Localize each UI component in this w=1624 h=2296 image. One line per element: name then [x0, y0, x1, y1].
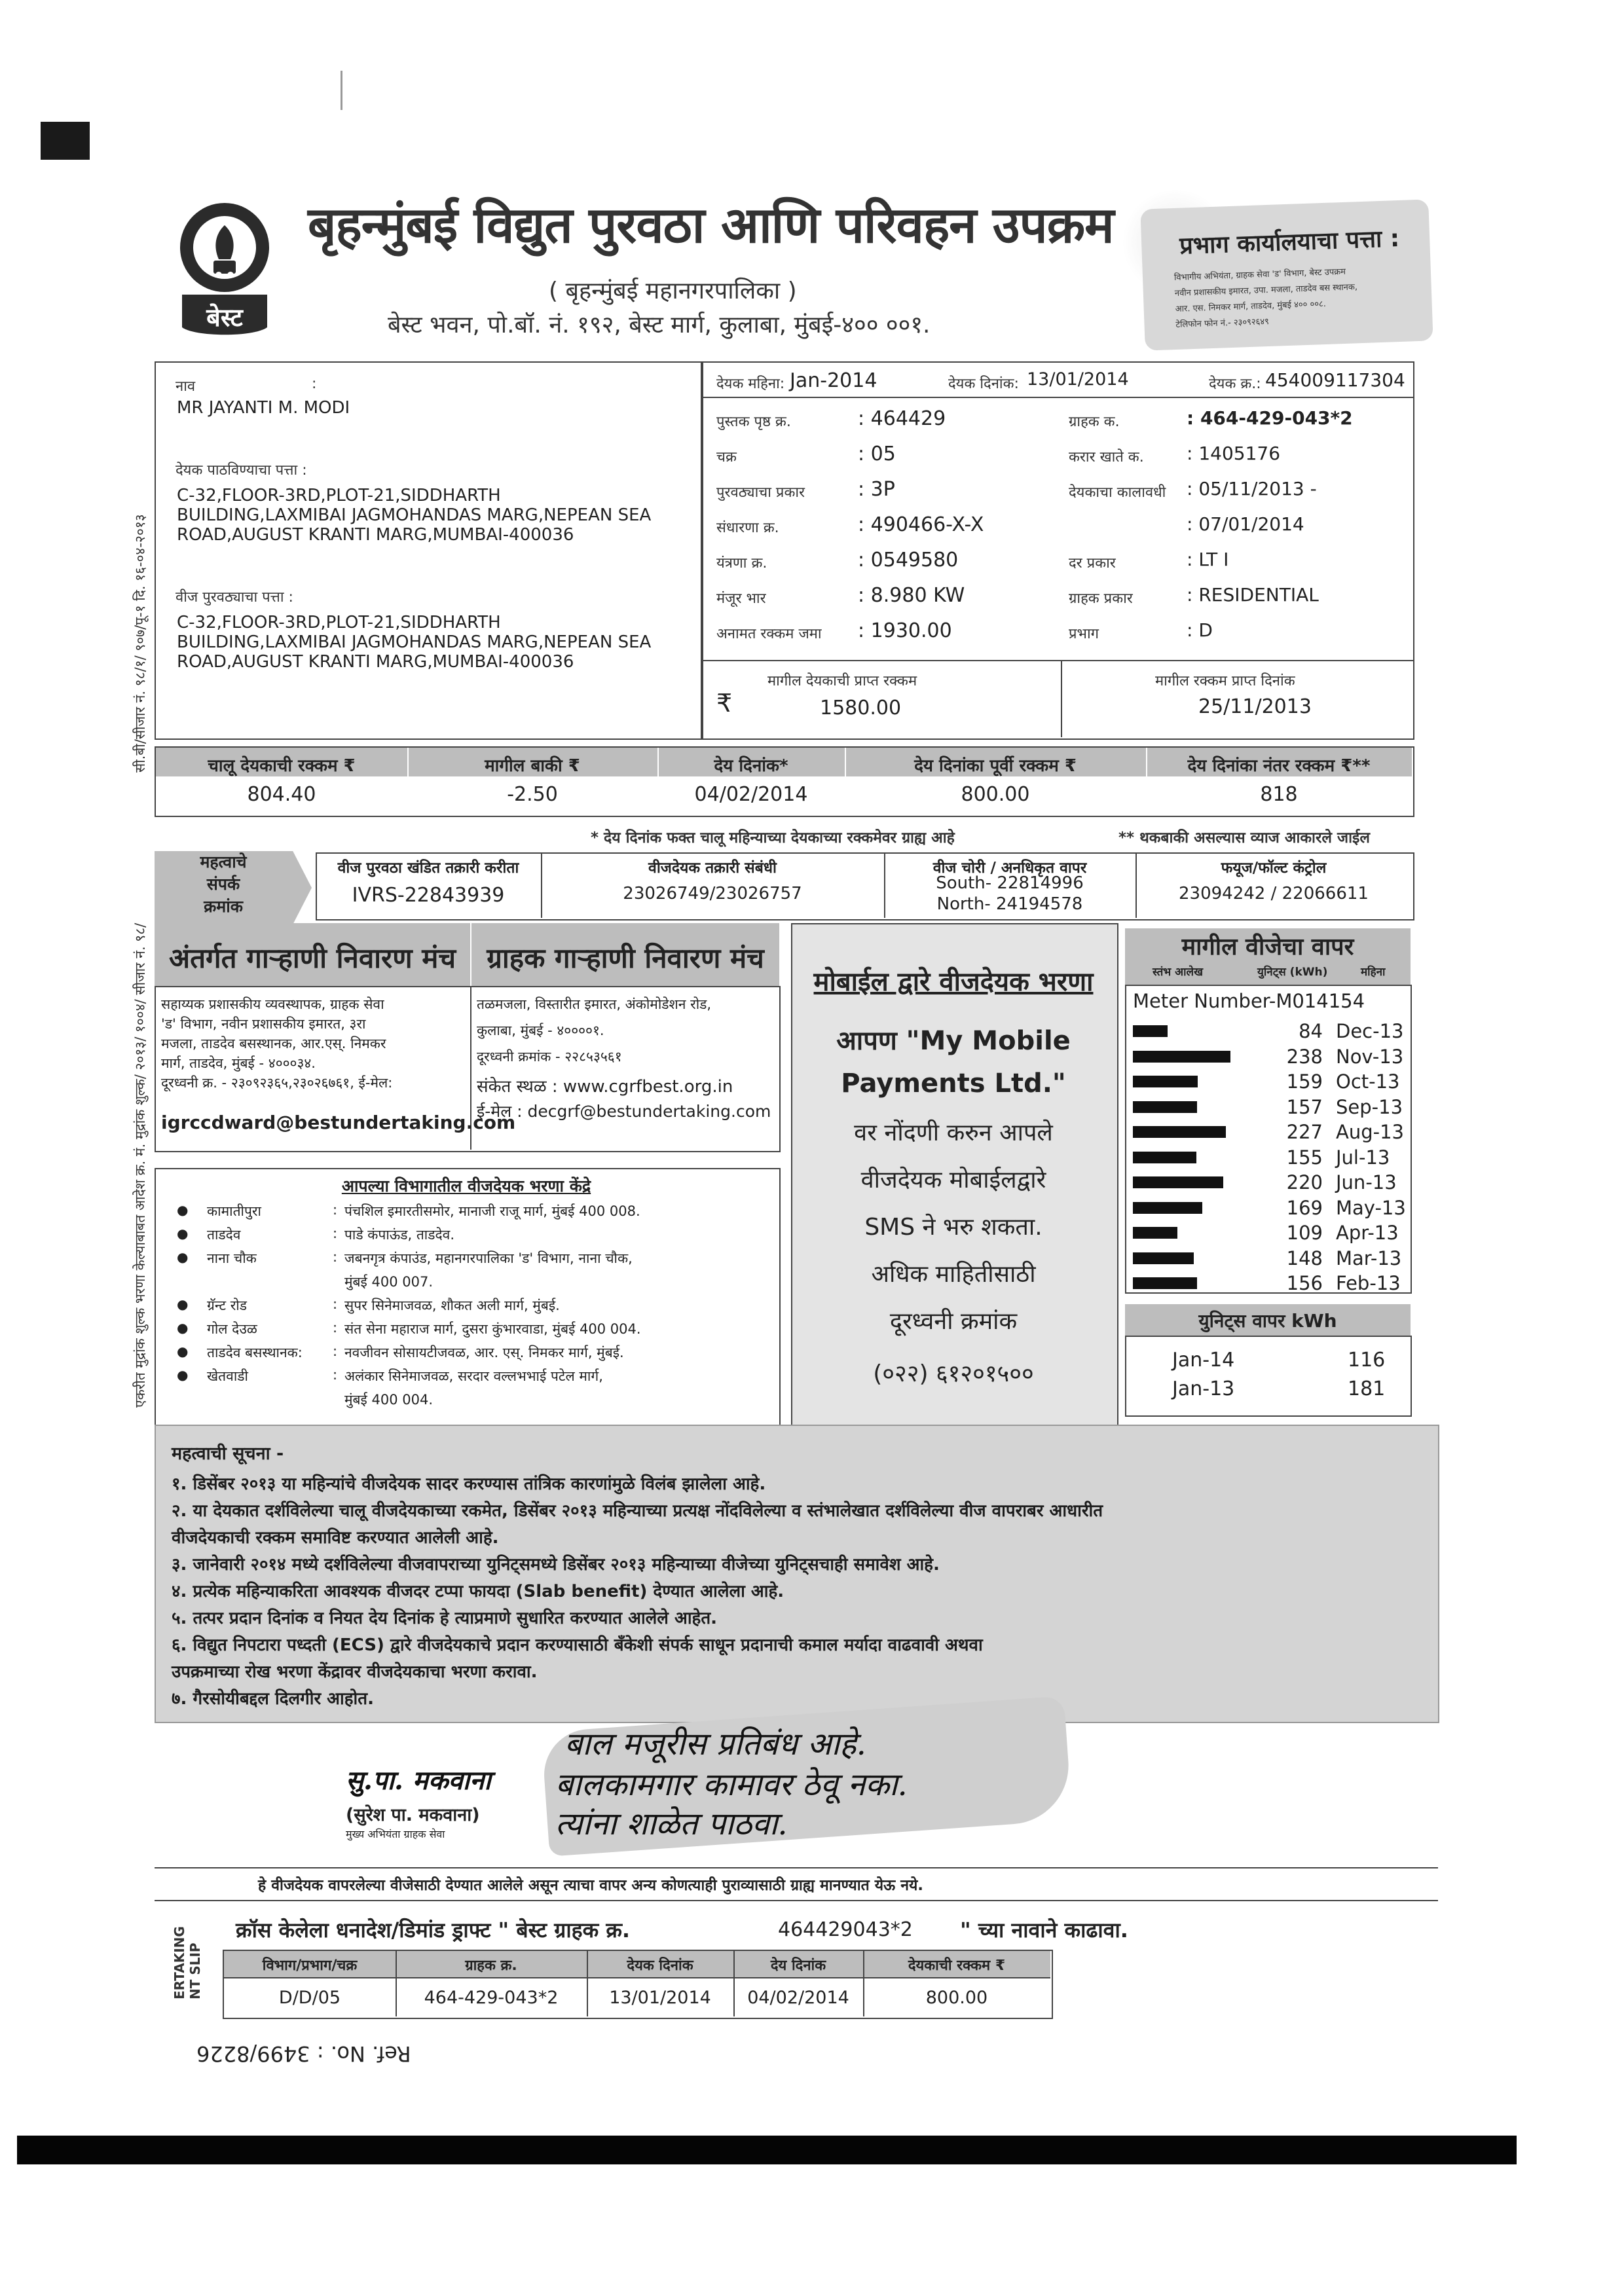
logo-text: बेस्ट — [206, 303, 243, 332]
child-labour-line: बाल मजूरीस प्रतिबंध आहे. — [564, 1726, 866, 1762]
last-paid-date-label: मागील रक्कम प्राप्त दिनांक — [1155, 673, 1295, 689]
divider — [863, 1951, 864, 2016]
detail-value: : 05/11/2013 - — [1187, 478, 1317, 500]
org-subtitle: ( बृहन्मुंबई महानगरपालिका ) — [549, 278, 797, 304]
units-compare-box — [1125, 1336, 1412, 1417]
bullet-icon: ● — [177, 1367, 189, 1383]
detail-label: करार खाते क. — [1069, 449, 1144, 465]
contact-title: वीज पुरवठा खंडित तक्रारी करीता — [337, 860, 519, 877]
detail-value: : 464-429-043*2 — [1187, 407, 1353, 429]
supply-address-line: BUILDING,LAXMIBAI JAGMOHANDAS MARG,NEPEAN SEA — [177, 632, 652, 652]
centre-colon: : — [333, 1367, 338, 1383]
detail-value: : 490466-X-X — [858, 513, 984, 536]
detail-label: अनामत रक्कम जमा — [716, 626, 822, 642]
divider — [587, 1951, 588, 2016]
internal-forum-line: 'ड' विभाग, नवीन प्रशासकीय इमारत, ३रा — [161, 1016, 366, 1032]
consumer-forum-title: ग्राहक गाऱ्हाणी निवारण मंच — [487, 942, 764, 974]
detail-value: : 05 — [858, 443, 896, 465]
amount-footnote-2: ** थकबाकी असल्यास व्याज आकारले जाईल — [1118, 829, 1370, 847]
detail-value: : RESIDENTIAL — [1187, 584, 1319, 606]
divider — [733, 1951, 735, 2016]
usage-units: 220 — [1286, 1171, 1323, 1194]
colon: : — [312, 376, 317, 392]
bill-no: 454009117304 — [1265, 369, 1405, 391]
supply-address-label: वीज पुरवठ्याचा पत्ता : — [175, 589, 293, 606]
notice-line: ४. प्रत्येक महिन्याकरिता आवश्यक वीजदर टप्पा फायदा (Slab benefit) देण्यात आलेला आहे. — [172, 1582, 784, 1601]
bill-month-label: देयक महिना: — [716, 376, 785, 392]
centre-place: ताडदेव — [207, 1227, 241, 1243]
usage-month: Oct-13 — [1336, 1070, 1400, 1093]
bullet-icon: ● — [177, 1296, 189, 1312]
slip-side-label-line: ERTAKING — [172, 1926, 187, 1999]
scan-tick — [341, 71, 342, 110]
slip-side-label — [172, 1926, 203, 1999]
mobile-payment-line: SMS ने भरु शकता. — [864, 1214, 1043, 1241]
mobile-payment-line: आपण "My Mobile — [836, 1026, 1071, 1056]
meter-number: Meter Number-M014154 — [1133, 990, 1365, 1012]
notice-line: ६. विद्युत निपटारा पध्दती (ECS) द्वारे वीजदेयकाचे प्रदान करण्यासाठी बँकेशी संपर्क साधून प्रदानाची कमाल मर्यादा वाढवावी अथवा — [172, 1635, 983, 1655]
slip-value: 13/01/2014 — [609, 1988, 711, 2008]
detail-label: पुस्तक पृष्ठ क्र. — [716, 414, 791, 430]
divider — [155, 1900, 1438, 1901]
consumer-forum-line: दूरध्वनी क्रमांक - २२८५३५६१ — [477, 1049, 622, 1065]
usage-bar — [1133, 1176, 1223, 1188]
internal-forum-line: दूरध्वनी क्र. - २३०९२३६५,२३०२६७६१, ई-मेल: — [161, 1075, 393, 1091]
centre-address: सुपर सिनेमाजवळ, शौकत अली मार्ग, मुंबई. — [344, 1298, 560, 1313]
notices-title: महत्वाची सूचना - — [172, 1444, 284, 1464]
detail-value: : 0549580 — [858, 549, 959, 572]
usage-units: 169 — [1286, 1196, 1323, 1219]
last-paid-label: मागील देयकाची प्राप्त रक्कम — [767, 673, 917, 689]
mobile-payment-line: (०२२) ६१२०१५०० — [873, 1360, 1034, 1387]
divider — [407, 748, 409, 814]
slip-value: D/D/05 — [278, 1988, 341, 2008]
usage-units: 156 — [1286, 1272, 1323, 1294]
notice-line: ७. गैरसोयीबद्दल दिलगीर आहोत. — [172, 1689, 374, 1709]
billing-address-line: ROAD,AUGUST KRANTI MARG,MUMBAI-400036 — [177, 525, 574, 545]
usage-title: मागील वीजेचा वापर — [1181, 933, 1354, 960]
amount-value: 04/02/2014 — [694, 783, 808, 806]
signatory-name: (सुरेश पा. मकवाना) — [346, 1805, 480, 1825]
usage-month: May-13 — [1336, 1196, 1406, 1219]
slip-instruction-number: 464429043*2 — [778, 1918, 913, 1941]
compare-units: 116 — [1348, 1349, 1386, 1372]
payment-centres-title: आपल्या विभागातील वीजदेयक भरणा केंद्रे — [341, 1176, 591, 1195]
usage-col-label: युनिट्स (kWh) — [1257, 966, 1328, 979]
amount-header: देय दिनांका नंतर रक्कम ₹** — [1187, 756, 1371, 776]
usage-units: 109 — [1286, 1222, 1323, 1244]
detail-value: : 1405176 — [1187, 443, 1281, 464]
divider — [845, 748, 846, 814]
mobile-payment-line: दूरध्वनी क्रमांक — [889, 1308, 1018, 1335]
mobile-payment-title: मोबाईल द्वारे वीजदेयक भरणा — [813, 966, 1094, 997]
slip-header: विभाग/प्रभाग/चक्र — [262, 1958, 358, 1974]
consumer-forum-website[interactable]: संकेत स्थळ : www.cgrfbest.org.in — [477, 1077, 733, 1097]
ward-office-line: विभागीय अभियंता, ग्राहक सेवा 'ड' विभाग, बेस्ट उपक्रम — [1173, 266, 1346, 283]
usage-month: Jul-13 — [1336, 1146, 1390, 1169]
ward-office-title: प्रभाग कार्यालयाचा पत्ता : — [1179, 225, 1400, 260]
supply-address-line: C-32,FLOOR-3RD,PLOT-21,SIDDHARTH — [177, 613, 501, 632]
notices — [172, 1440, 1103, 1713]
ward-office-line: आर. एस. निमकर मार्ग, ताडदेव, मुंबई ४०० ००८. — [1175, 299, 1327, 314]
amount-value: 818 — [1260, 783, 1298, 806]
internal-forum-line: सहाय्यक प्रशासकीय व्यवस्थापक, ग्राहक सेवा — [161, 996, 384, 1012]
centre-address: मुंबई 400 004. — [344, 1392, 434, 1408]
usage-month: Mar-13 — [1336, 1247, 1402, 1269]
usage-bar — [1133, 1202, 1202, 1214]
bill-date-label: देयक दिनांक: — [948, 376, 1019, 392]
last-paid-amount: 1580.00 — [820, 697, 902, 720]
signature: सु.पा. मकवाना — [346, 1765, 491, 1796]
billing-address-line: BUILDING,LAXMIBAI JAGMOHANDAS MARG,NEPEAN SEA — [177, 505, 652, 525]
detail-label: ग्राहक क. — [1069, 414, 1120, 430]
usage-units: 148 — [1286, 1247, 1323, 1269]
amount-header: चालू देयकाची रक्कम ₹ — [208, 756, 356, 776]
rupee-icon: ₹ — [716, 689, 733, 718]
bullet-icon: ● — [177, 1343, 189, 1359]
detail-label: चक्र — [716, 449, 737, 465]
centre-colon: : — [333, 1202, 338, 1218]
consumer-forum-line: तळमजला, विस्तारीत इमारत, अंकोमोडेशन रोड, — [477, 996, 712, 1012]
usage-bar — [1133, 1076, 1198, 1087]
usage-units: 157 — [1286, 1095, 1323, 1118]
bill-no-label: देयक क्र.: — [1209, 376, 1261, 392]
last-paid-date: 25/11/2013 — [1198, 695, 1312, 718]
notice-line: ५. तत्पर प्रदान दिनांक व नियत देय दिनांक हे त्याप्रमाणे सुधारित करण्यात आलेले आहेत. — [172, 1609, 718, 1628]
usage-bar — [1133, 1152, 1196, 1163]
slip-value: 800.00 — [925, 1988, 988, 2008]
amount-value: 804.40 — [247, 783, 316, 806]
bullet-icon: ● — [177, 1320, 189, 1336]
usage-month: Nov-13 — [1336, 1045, 1404, 1068]
contacts-label-line: संपर्क — [206, 875, 240, 894]
name-label: नाव — [175, 378, 196, 395]
detail-label: पुरवठ्याचा प्रकार — [716, 484, 805, 501]
usage-units: 238 — [1286, 1045, 1323, 1068]
ward-office-line: नवीन प्रशासकीय इमारत, उपा. मजला, ताडदेव बस स्थानक, — [1174, 282, 1358, 299]
detail-label: संधारणा क्र. — [716, 520, 779, 536]
scan-mark — [41, 122, 90, 160]
centre-address: मुंबई 400 007. — [344, 1274, 434, 1290]
amount-header: देय दिनांक* — [714, 756, 788, 776]
units-compare-title: युनिट्स वापर kWh — [1198, 1310, 1337, 1332]
centre-address: अलंकार सिनेमाजवळ, सरदार वल्लभभाई पटेल मार्ग, — [344, 1368, 603, 1384]
usage-bar — [1133, 1227, 1177, 1239]
billing-address-line: C-32,FLOOR-3RD,PLOT-21,SIDDHARTH — [177, 486, 501, 505]
bullet-icon: ● — [177, 1202, 189, 1218]
centre-address: जबनगृत्र कंपाउंड, महानगरपालिका 'ड' विभाग, नाना चौक, — [344, 1250, 633, 1266]
usage-month: Apr-13 — [1336, 1222, 1399, 1244]
contact-value: 23094242 / 22066611 — [1179, 884, 1369, 903]
centre-place: कामातीपुरा — [207, 1203, 261, 1219]
divider — [701, 660, 1413, 661]
internal-forum-email[interactable]: igrccdward@bestundertaking.com — [161, 1112, 516, 1133]
centre-place: ताडदेव बसस्थानक: — [207, 1345, 303, 1360]
billing-address-label: देयक पाठविण्याचा पत्ता : — [175, 462, 307, 479]
mobile-payment-line: वर नोंदणी करुन आपले — [854, 1120, 1053, 1146]
divider — [701, 397, 1413, 398]
usage-units: 159 — [1286, 1070, 1323, 1093]
detail-value: : D — [1187, 619, 1213, 641]
detail-label: मंजूर भार — [716, 591, 766, 607]
centre-place: खेतवाडी — [207, 1368, 248, 1384]
consumer-forum-email[interactable]: ई-मेल : decgrf@bestundertaking.com — [477, 1102, 771, 1121]
slip-value: 04/02/2014 — [747, 1988, 849, 2008]
centre-address: नवजीवन सोसायटीजवळ, आर. एस्. निमकर मार्ग, मुंबई. — [344, 1345, 624, 1360]
child-labour-line: बालकामगार कामावर ठेवू नका. — [555, 1766, 908, 1803]
amount-footnote-1: * देय दिनांक फक्त चालू महिन्याच्या देयकाच्या रक्कमेवर ग्राह्य आहे — [591, 829, 955, 847]
detail-label: दर प्रकार — [1069, 555, 1116, 572]
notice-lines — [172, 1471, 1103, 1713]
slip-value: 464-429-043*2 — [424, 1988, 559, 2008]
scan-bottom-bar — [17, 2136, 1517, 2164]
child-labour-line: त्यांना शाळेत पाठवा. — [555, 1806, 788, 1842]
usage-col-label: महिना — [1361, 966, 1386, 979]
slip-header: देय दिनांक — [770, 1958, 826, 1974]
divider — [1061, 660, 1062, 737]
centre-address: पाडे कंपाऊंड, ताडदेव. — [344, 1227, 454, 1243]
internal-forum-line: मार्ग, ताडदेव, मुंबई - ४०००३४. — [161, 1055, 316, 1071]
divider — [396, 1951, 397, 2016]
bill-month: Jan-2014 — [790, 369, 877, 392]
customer-box — [155, 361, 703, 740]
detail-value: : LT I — [1187, 549, 1229, 570]
usage-month: Sep-13 — [1336, 1095, 1403, 1118]
disclaimer: हे वीजदेयक वापरलेल्या वीजेसाठी देण्यात आलेले असून त्याचा वापर अन्य कोणत्याही पुराव्यासाठी ग्राह्य मानण्यात येऊ नये. — [258, 1877, 924, 1894]
detail-value: : 3P — [858, 478, 895, 501]
contact-title: वीजदेयक तक्रारी संबंधी — [648, 860, 777, 877]
divider — [155, 1867, 1438, 1868]
centre-colon: : — [333, 1296, 338, 1312]
slip-side-label-line: NT SLIP — [187, 1942, 203, 1999]
usage-bar — [1133, 1051, 1230, 1063]
org-title: बृहन्मुंबई विद्युत पुरवठा आणि परिवहन उपक्रम — [308, 196, 1114, 254]
detail-value: : 07/01/2014 — [1187, 513, 1304, 535]
divider — [1135, 852, 1137, 918]
notice-line: वीजदेयकाची रक्कम समाविष्ट करण्यात आलेली आहे. — [172, 1528, 499, 1548]
contact-title: वीज चोरी / अनधिकृत वापर — [932, 860, 1087, 877]
usage-bar — [1133, 1252, 1194, 1264]
detail-label: देयकाचा कालावधी — [1069, 484, 1166, 501]
contact-value: 23026749/23026757 — [623, 884, 802, 903]
bullet-icon: ● — [177, 1249, 189, 1265]
signatory-designation: मुख्य अभियंता ग्राहक सेवा — [346, 1828, 445, 1840]
amount-header: देय दिनांका पूर्वी रक्कम ₹ — [914, 756, 1077, 776]
slip-header: ग्राहक क्र. — [465, 1958, 517, 1974]
notice-line: उपक्रमाच्या रोख भरणा केंद्रावर वीजदेयकाचा भरणा करावा. — [172, 1662, 538, 1682]
bill-date: 13/01/2014 — [1027, 369, 1129, 390]
mobile-payment-line: अधिक माहितीसाठी — [871, 1261, 1036, 1288]
customer-name: MR JAYANTI M. MODI — [177, 398, 350, 418]
amount-header: मागील बाकी ₹ — [485, 756, 580, 776]
contacts-label-line: क्रमांक — [204, 897, 243, 916]
notice-line: २. या देयकात दर्शविलेल्या चालू वीजदेयकाच्या रकमेत, डिसेंबर २०१३ महिन्याच्या प्रत्यक्ष नोंदविलेल्या व स्तंभालेखात दर्शविलेल्या वीज वापराबर आधारीत — [172, 1501, 1103, 1521]
contact-value: South- 22814996 — [936, 873, 1084, 893]
org-address: बेस्ट भवन, पो.बॉ. नं. १९२, बेस्ट मार्ग, कुलाबा, मुंबई-४०० ००१. — [388, 312, 931, 338]
reference-number: Ref. No. : 3499/8226 — [196, 2041, 411, 2066]
slip-header: देयकाची रक्कम ₹ — [908, 1958, 1006, 1974]
centre-place: ग्रॅन्ट रोड — [207, 1298, 247, 1313]
centre-colon: : — [333, 1320, 338, 1336]
side-text-upper: सी.बी/सीजार नं. ९८/१/ ९०७/पू-१ दि. १६-०४-२०१३ — [132, 514, 148, 773]
usage-units: 84 — [1299, 1020, 1323, 1042]
amount-value: -2.50 — [507, 783, 558, 806]
divider — [224, 1977, 1050, 1978]
compare-units: 181 — [1348, 1377, 1386, 1400]
contact-value: North- 24194578 — [936, 894, 1083, 914]
side-text-lower: एकरीत मुद्रांक शुल्क भरणा केल्याबाबत आदेश क्र. मं. मुद्रांक शुल्क/ २०१३/ १००४/ सीजार नं. ९८/ — [132, 922, 148, 1408]
usage-units: 155 — [1286, 1146, 1323, 1169]
usage-month: Feb-13 — [1336, 1272, 1401, 1294]
usage-bar — [1133, 1277, 1197, 1289]
consumer-forum-line: कुलाबा, मुंबई - ४००००१. — [477, 1023, 604, 1038]
amount-value: 800.00 — [961, 783, 1030, 806]
usage-month: Aug-13 — [1336, 1121, 1404, 1143]
usage-col-label: स्तंभ आलेख — [1153, 966, 1203, 979]
supply-address-line: ROAD,AUGUST KRANTI MARG,MUMBAI-400036 — [177, 652, 574, 672]
contact-value: IVRS-22843939 — [352, 884, 505, 907]
divider — [541, 852, 542, 918]
usage-month: Jun-13 — [1336, 1171, 1397, 1194]
slip-header: देयक दिनांक — [627, 1958, 693, 1974]
best-logo — [175, 196, 274, 347]
contacts-label-line: महत्वाचे — [200, 852, 247, 871]
centre-colon: : — [333, 1343, 338, 1359]
mobile-payment-line: Payments Ltd." — [841, 1068, 1066, 1099]
divider — [884, 852, 885, 918]
notice-line: ३. जानेवारी २०१४ मध्ये दर्शविलेल्या वीजवापराच्या युनिट्समध्ये डिसेंबर २०१३ महिन्याच्या वीजेच्या युनिट्सचाही समावेश आहे. — [172, 1555, 940, 1575]
centre-colon: : — [333, 1226, 338, 1241]
ward-office-box — [1140, 199, 1433, 350]
detail-value: : 8.980 KW — [858, 584, 965, 607]
detail-label: प्रभाग — [1069, 626, 1099, 642]
bullet-icon: ● — [177, 1226, 189, 1241]
detail-label: ग्राहक प्रकार — [1069, 591, 1133, 607]
centre-colon: : — [333, 1249, 338, 1265]
detail-value: : 464429 — [858, 407, 946, 430]
internal-forum-line: मजला, ताडदेव बसस्थानक, आर.एस्. निमकर — [161, 1036, 386, 1051]
slip-instruction-suffix: " च्या नावाने काढावा. — [960, 1918, 1128, 1942]
detail-value: : 1930.00 — [858, 619, 952, 642]
mobile-payment-line: वीजदेयक मोबाईलद्वारे — [860, 1167, 1046, 1194]
contact-title: फयूज/फॉल्ट कंट्रोल — [1221, 860, 1327, 877]
notice-line: १. डिसेंबर २०१३ या महिन्यांचे वीजदेयक सादर करण्यास तांत्रिक कारणांमुळे विलंब झालेला आहे. — [172, 1474, 766, 1494]
usage-bar — [1133, 1101, 1197, 1113]
centre-address: संत सेना महाराज मार्ग, दुसरा कुंभारवाडा, मुंबई 400 004. — [344, 1321, 641, 1337]
compare-month: Jan-14 — [1172, 1349, 1235, 1372]
usage-month: Dec-13 — [1336, 1020, 1404, 1042]
divider — [1146, 748, 1147, 814]
divider — [657, 748, 659, 814]
centre-place: नाना चौक — [207, 1250, 257, 1266]
usage-bar — [1133, 1126, 1226, 1138]
usage-units: 227 — [1286, 1121, 1323, 1143]
detail-label: यंत्रणा क्र. — [716, 555, 767, 572]
compare-month: Jan-13 — [1172, 1377, 1235, 1400]
slip-instruction-prefix: क्रॉस केलेला धनादेश/डिमांड ड्राफ्ट " बेस्ट ग्राहक क्र. — [236, 1918, 631, 1942]
contacts-label — [155, 851, 292, 918]
ward-office-line: टेलिफोन फोन नं.- २३०९२६४९ — [1175, 316, 1270, 330]
centre-place: गोल देउळ — [207, 1321, 257, 1337]
internal-forum-title: अंतर्गत गाऱ्हाणी निवारण मंच — [169, 942, 456, 974]
usage-bar — [1133, 1025, 1168, 1037]
centre-address: पंचशिल इमारतीसमोर, मानाजी राजू मार्ग, मुंबई 400 008. — [344, 1203, 640, 1219]
